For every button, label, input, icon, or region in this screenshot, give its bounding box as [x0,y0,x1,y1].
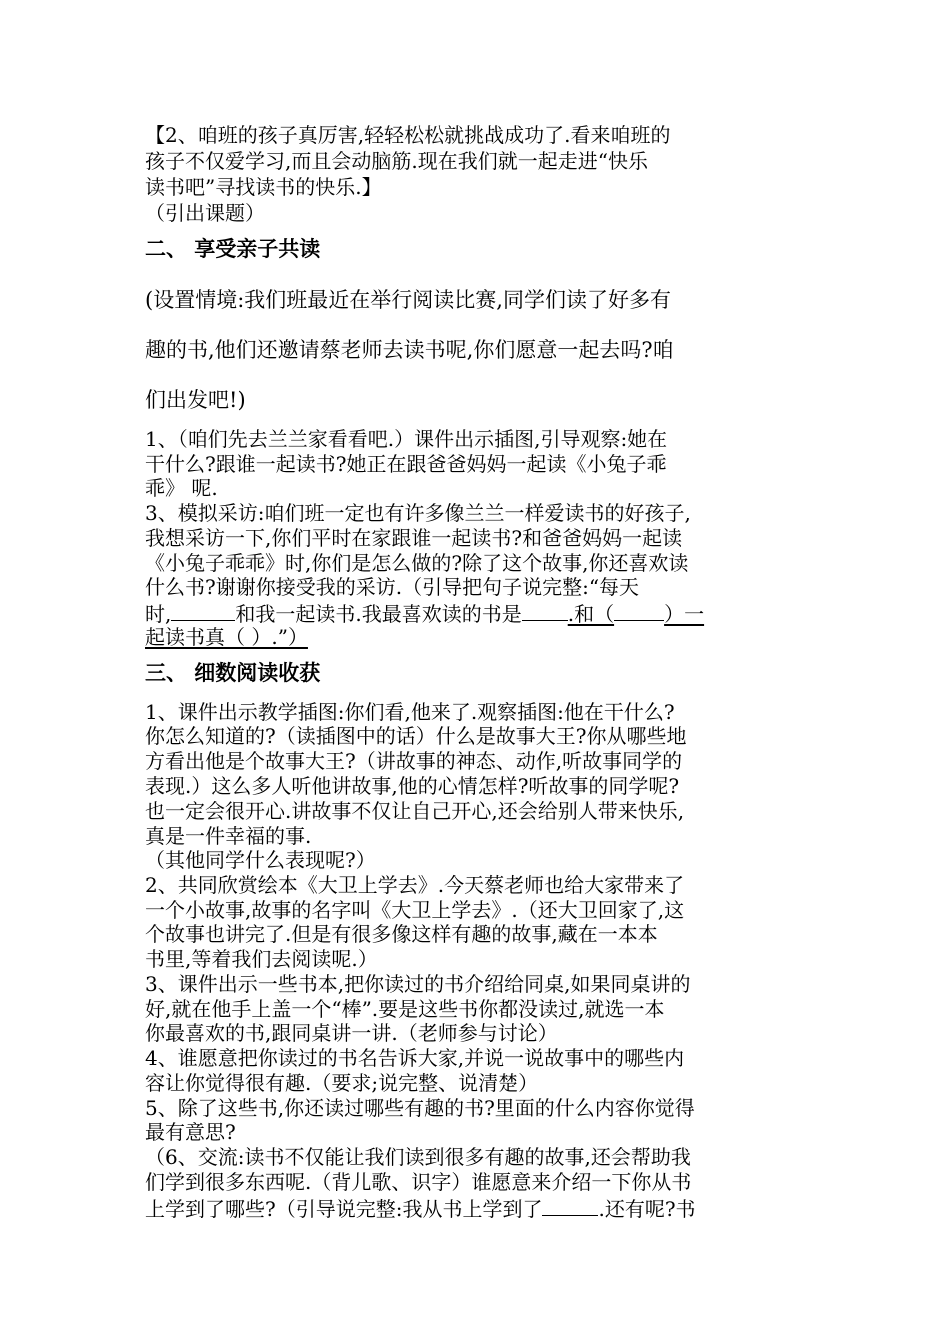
s3-line-16: 容让你觉得很有趣.（要求;说完整、说清楚） [145,1071,539,1095]
s3-line-13: 好,就在他手上盖一个“棒”.要是这些书你都没读过,就选一本 [145,997,665,1021]
s3-line-9: 一个小故事,故事的名字叫《大卫上学去》.（还大卫回家了,这 [145,898,685,922]
s3-line-11: 书里,等着我们去阅读呢.） [145,947,378,971]
item1-line-1: 1、（咱们先去兰兰家看看吧.）课件出示插图,引导观察:她在 [145,427,668,451]
blank-field-3 [614,600,664,621]
item3-line-6-wrap [145,625,308,649]
s3-line-21-a: 上学到了哪些?（引导说完整:我从书上学到了 [145,1197,543,1221]
s3-line-18: 最有意思? [145,1120,236,1144]
s3-line-10: 个故事也讲完了.但是有很多像这样有趣的故事,藏在一本本 [145,922,658,946]
s3-line-14: 你最喜欢的书,跟同桌讲一讲.（老师参与讨论） [145,1021,558,1045]
item3-line-5-c: .和（ [567,602,615,626]
scene-line-1: (设置情境:我们班最近在举行阅读比赛,同学们读了好多有 [145,288,671,312]
item3-line-2: 我想采访一下,你们平时在家跟谁一起读书?和爸爸妈妈一起读 [145,526,683,550]
s3-line-21 [145,1195,696,1221]
scene-line-3: 们出发吧!) [145,388,246,412]
intro-line-4: （引出课题） [145,201,265,225]
s3-line-1: 1、课件出示教学插图:你们看,他来了.观察插图:他在干什么? [145,700,675,724]
intro-line-3: 读书吧”寻找读书的快乐.】 [145,175,382,199]
section-heading-3: 三、 细数阅读收获 [145,660,321,685]
item3-line-6: 起读书真（ ）.”） [145,625,308,649]
s3-line-17: 5、除了这些书,你还读过哪些有趣的书?里面的什么内容你觉得 [145,1096,695,1120]
item3-line-4: 什么书?谢谢你接受我的采访.（引导把句子说完整:“每天 [145,575,640,599]
s3-line-21-b: .还有呢?书 [598,1197,696,1221]
s3-line-7: （其他同学什么表现呢?） [145,848,376,872]
s3-line-6: 真是一件幸福的事. [145,824,312,848]
s3-line-3: 方看出他是个故事大王?（讲故事的神态、动作,听故事同学的 [145,749,683,773]
item1-line-3: 乖》 呢. [145,476,218,500]
item3-line-5-d: ）一 [664,602,705,626]
item3-line-3: 《小兔子乖乖》时,你们是怎么做的?除了这个故事,你还喜欢读 [145,551,689,575]
s3-line-5: 也一定会很开心.讲故事不仅让自己开心,还会给别人带来快乐, [145,799,685,823]
s3-line-19: （6、交流:读书不仅能让我们读到很多有趣的故事,还会帮助我 [145,1145,691,1169]
blank-field-1 [171,600,235,621]
item3-line-1: 3、模拟采访:咱们班一定也有许多像兰兰一样爱读书的好孩子, [145,501,691,525]
s3-line-12: 3、课件出示一些书本,把你读过的书介绍给同桌,如果同桌讲的 [145,972,691,996]
item1-line-2: 干什么?跟谁一起读书?她正在跟爸爸妈妈一起读《小兔子乖 [145,452,667,476]
blank-field-4 [542,1195,598,1216]
blank-field-2 [522,600,568,621]
s3-line-4: 表现.）这么多人听他讲故事,他的心情怎样?听故事的同学呢? [145,774,680,798]
s3-line-8: 2、共同欣赏绘本《大卫上学去》.今天蔡老师也给大家带来了 [145,873,685,897]
item3-line-5-a: 时, [145,602,172,626]
item3-line-5 [145,600,704,626]
item3-line-5-b: 和我一起读书.我最喜欢读的书是 [235,602,522,626]
s3-line-15: 4、谁愿意把你读过的书名告诉大家,并说一说故事中的哪些内 [145,1046,685,1070]
intro-line-2: 孩子不仅爱学习,而且会动脑筋.现在我们就一起走进“快乐 [145,149,648,173]
scene-line-2: 趣的书,他们还邀请蔡老师去读书呢,你们愿意一起去吗?咱 [145,338,674,362]
section-heading-2: 二、 享受亲子共读 [145,236,321,261]
s3-line-2: 你怎么知道的?（读插图中的话）什么是故事大王?你从哪些地 [145,724,687,748]
intro-line-1: 【2、咱班的孩子真厉害,轻轻松松就挑战成功了.看来咱班的 [145,123,671,147]
s3-line-20: 们学到很多东西呢.（背儿歌、识字）谁愿意来介绍一下你从书 [145,1170,692,1194]
